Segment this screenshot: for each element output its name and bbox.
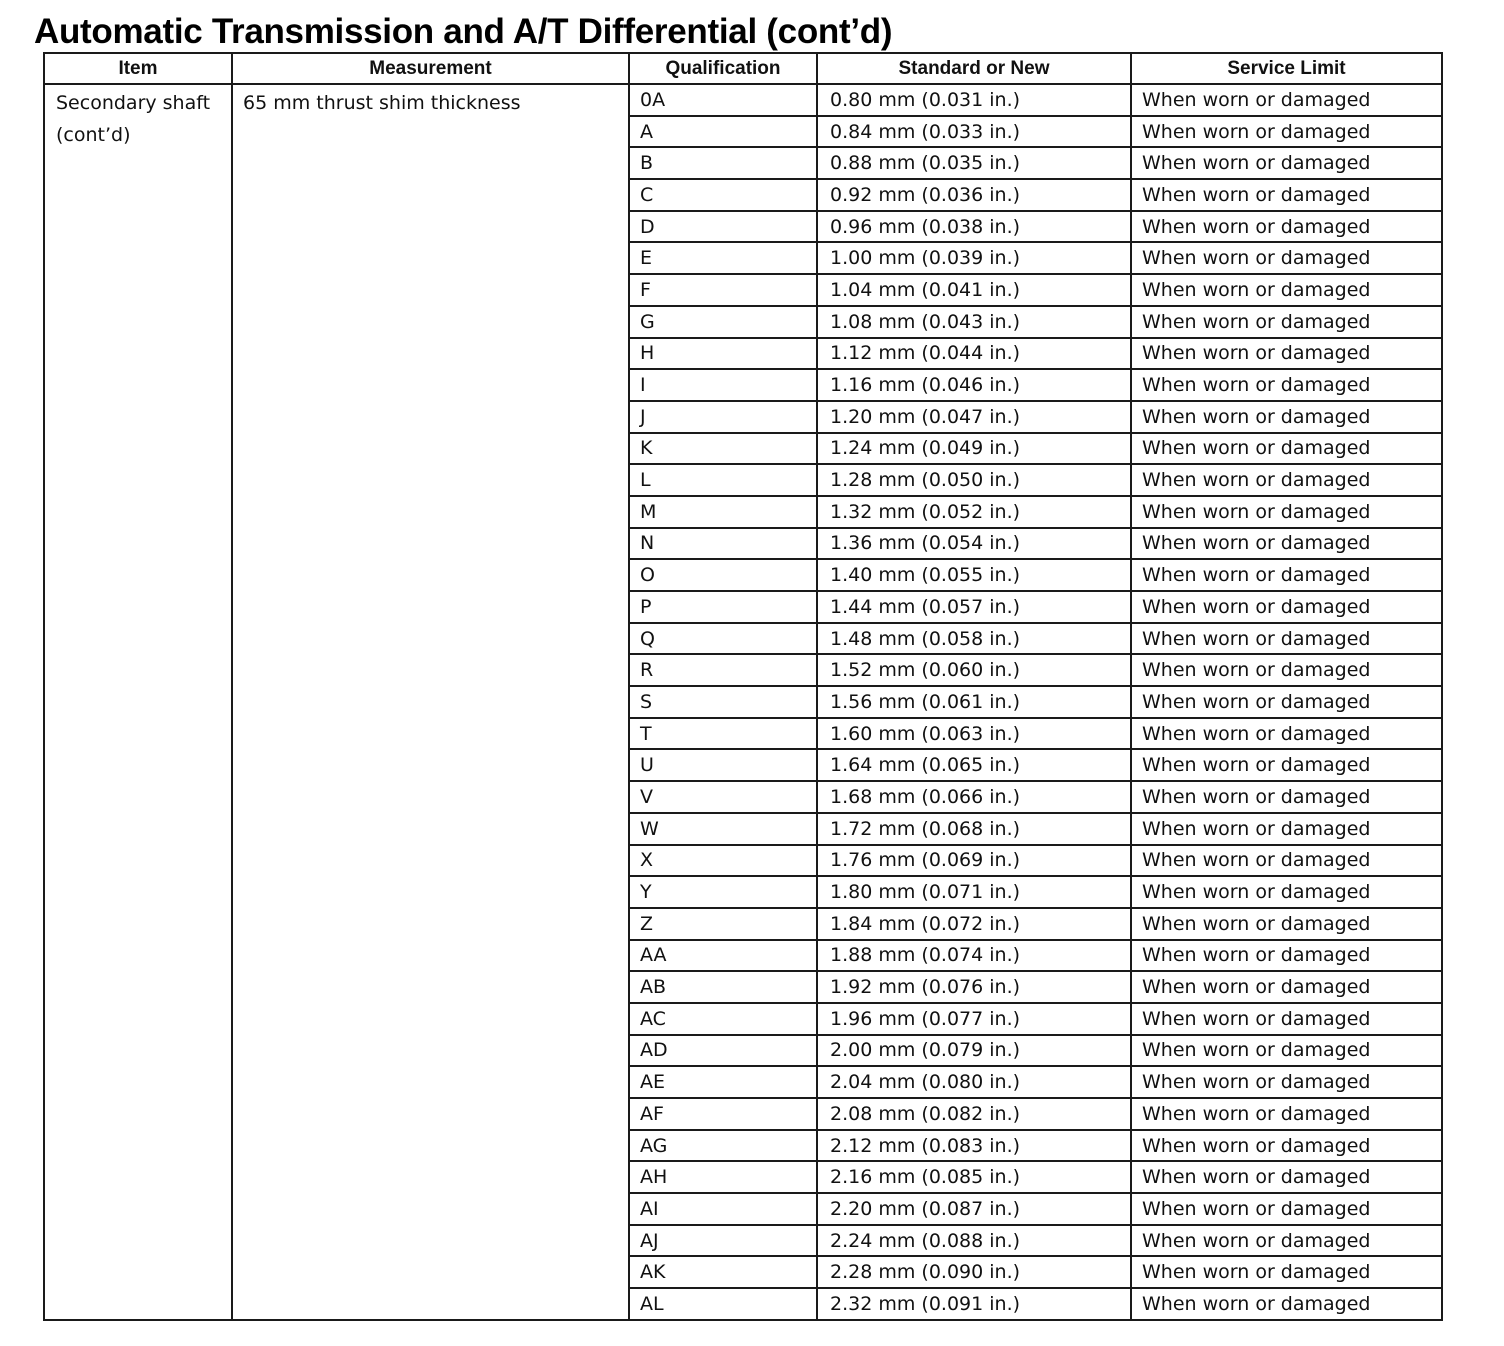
standard-cell: 1.40 mm (0.055 in.) (817, 559, 1131, 591)
qualification-cell: J (629, 401, 817, 433)
standard-cell: 2.32 mm (0.091 in.) (817, 1288, 1131, 1320)
table-header-row (44, 53, 1442, 84)
qualification-cell: H (629, 338, 817, 370)
item-line: Secondary shaft (56, 92, 211, 114)
header-measurement: Measurement (232, 53, 629, 84)
header-qualification: Qualification (629, 53, 817, 84)
qualification-cell: R (629, 654, 817, 686)
service-limit-cell: When worn or damaged (1131, 1256, 1442, 1288)
standard-cell: 1.16 mm (0.046 in.) (817, 369, 1131, 401)
standard-cell: 0.96 mm (0.038 in.) (817, 211, 1131, 243)
measurement-cell: 65 mm thrust shim thickness (232, 84, 629, 1320)
standard-cell: 1.72 mm (0.068 in.) (817, 813, 1131, 845)
standard-cell: 1.32 mm (0.052 in.) (817, 496, 1131, 528)
service-limit-cell: When worn or damaged (1131, 1161, 1442, 1193)
standard-cell: 2.16 mm (0.085 in.) (817, 1161, 1131, 1193)
standard-cell: 1.28 mm (0.050 in.) (817, 464, 1131, 496)
standard-cell: 1.76 mm (0.069 in.) (817, 845, 1131, 877)
qualification-cell: P (629, 591, 817, 623)
service-limit-cell: When worn or damaged (1131, 623, 1442, 655)
standard-cell: 0.88 mm (0.035 in.) (817, 147, 1131, 179)
header-item: Item (44, 53, 232, 84)
service-limit-cell: When worn or damaged (1131, 940, 1442, 972)
qualification-cell: V (629, 781, 817, 813)
qualification-cell: N (629, 528, 817, 560)
service-limit-cell: When worn or damaged (1131, 1130, 1442, 1162)
service-limit-cell: When worn or damaged (1131, 971, 1442, 1003)
service-limit-cell: When worn or damaged (1131, 749, 1442, 781)
standard-cell: 1.52 mm (0.060 in.) (817, 654, 1131, 686)
qualification-cell: AD (629, 1035, 817, 1067)
spec-table (43, 52, 1443, 1321)
qualification-cell: AH (629, 1161, 817, 1193)
standard-cell: 1.36 mm (0.054 in.) (817, 528, 1131, 560)
qualification-cell: S (629, 686, 817, 718)
standard-cell: 1.80 mm (0.071 in.) (817, 876, 1131, 908)
service-limit-cell: When worn or damaged (1131, 306, 1442, 338)
standard-cell: 1.84 mm (0.072 in.) (817, 908, 1131, 940)
standard-cell: 1.60 mm (0.063 in.) (817, 718, 1131, 750)
service-limit-cell: When worn or damaged (1131, 718, 1442, 750)
qualification-cell: AL (629, 1288, 817, 1320)
standard-cell: 1.96 mm (0.077 in.) (817, 1003, 1131, 1035)
service-limit-cell: When worn or damaged (1131, 433, 1442, 465)
qualification-cell: AG (629, 1130, 817, 1162)
qualification-cell: Y (629, 876, 817, 908)
qualification-cell: AI (629, 1193, 817, 1225)
service-limit-cell: When worn or damaged (1131, 908, 1442, 940)
qualification-cell: AC (629, 1003, 817, 1035)
qualification-cell: C (629, 179, 817, 211)
qualification-cell: 0A (629, 84, 817, 116)
service-limit-cell: When worn or damaged (1131, 1035, 1442, 1067)
qualification-cell: I (629, 369, 817, 401)
standard-cell: 2.04 mm (0.080 in.) (817, 1066, 1131, 1098)
standard-cell: 2.20 mm (0.087 in.) (817, 1193, 1131, 1225)
service-limit-cell: When worn or damaged (1131, 528, 1442, 560)
qualification-cell: A (629, 116, 817, 148)
standard-cell: 1.48 mm (0.058 in.) (817, 623, 1131, 655)
qualification-cell: F (629, 274, 817, 306)
qualification-cell: AA (629, 940, 817, 972)
standard-cell: 0.92 mm (0.036 in.) (817, 179, 1131, 211)
qualification-cell: O (629, 559, 817, 591)
standard-cell: 1.44 mm (0.057 in.) (817, 591, 1131, 623)
table-row (44, 84, 1442, 116)
item-line: (cont’d) (56, 124, 131, 146)
spec-table-body (44, 84, 1442, 1320)
qualification-cell: AE (629, 1066, 817, 1098)
qualification-cell: W (629, 813, 817, 845)
service-limit-cell: When worn or damaged (1131, 401, 1442, 433)
qualification-cell: AJ (629, 1225, 817, 1257)
qualification-cell: D (629, 211, 817, 243)
qualification-cell: K (629, 433, 817, 465)
qualification-cell: AB (629, 971, 817, 1003)
service-limit-cell: When worn or damaged (1131, 338, 1442, 370)
standard-cell: 1.04 mm (0.041 in.) (817, 274, 1131, 306)
service-limit-cell: When worn or damaged (1131, 211, 1442, 243)
header-service-limit: Service Limit (1131, 53, 1442, 84)
standard-cell: 0.84 mm (0.033 in.) (817, 116, 1131, 148)
qualification-cell: AK (629, 1256, 817, 1288)
service-limit-cell: When worn or damaged (1131, 496, 1442, 528)
item-cell (44, 84, 232, 1320)
standard-cell: 1.00 mm (0.039 in.) (817, 242, 1131, 274)
qualification-cell: T (629, 718, 817, 750)
standard-cell: 1.12 mm (0.044 in.) (817, 338, 1131, 370)
service-limit-cell: When worn or damaged (1131, 559, 1442, 591)
service-limit-cell: When worn or damaged (1131, 1098, 1442, 1130)
qualification-cell: G (629, 306, 817, 338)
service-limit-cell: When worn or damaged (1131, 274, 1442, 306)
qualification-cell: E (629, 242, 817, 274)
service-limit-cell: When worn or damaged (1131, 781, 1442, 813)
service-limit-cell: When worn or damaged (1131, 116, 1442, 148)
service-limit-cell: When worn or damaged (1131, 1003, 1442, 1035)
service-limit-cell: When worn or damaged (1131, 654, 1442, 686)
standard-cell: 2.28 mm (0.090 in.) (817, 1256, 1131, 1288)
page-title: Automatic Transmission and A/T Differential (cont’d) (34, 12, 893, 51)
qualification-cell: X (629, 845, 817, 877)
standard-cell: 1.56 mm (0.061 in.) (817, 686, 1131, 718)
qualification-cell: M (629, 496, 817, 528)
service-limit-cell: When worn or damaged (1131, 147, 1442, 179)
qualification-cell: Q (629, 623, 817, 655)
standard-cell: 2.08 mm (0.082 in.) (817, 1098, 1131, 1130)
header-standard: Standard or New (817, 53, 1131, 84)
standard-cell: 1.20 mm (0.047 in.) (817, 401, 1131, 433)
service-limit-cell: When worn or damaged (1131, 369, 1442, 401)
standard-cell: 1.92 mm (0.076 in.) (817, 971, 1131, 1003)
standard-cell: 2.12 mm (0.083 in.) (817, 1130, 1131, 1162)
service-limit-cell: When worn or damaged (1131, 1225, 1442, 1257)
standard-cell: 0.80 mm (0.031 in.) (817, 84, 1131, 116)
standard-cell: 1.88 mm (0.074 in.) (817, 940, 1131, 972)
standard-cell: 1.08 mm (0.043 in.) (817, 306, 1131, 338)
qualification-cell: AF (629, 1098, 817, 1130)
service-limit-cell: When worn or damaged (1131, 686, 1442, 718)
service-limit-cell: When worn or damaged (1131, 242, 1442, 274)
service-limit-cell: When worn or damaged (1131, 591, 1442, 623)
standard-cell: 1.64 mm (0.065 in.) (817, 749, 1131, 781)
standard-cell: 1.24 mm (0.049 in.) (817, 433, 1131, 465)
service-limit-cell: When worn or damaged (1131, 84, 1442, 116)
service-limit-cell: When worn or damaged (1131, 845, 1442, 877)
service-limit-cell: When worn or damaged (1131, 813, 1442, 845)
standard-cell: 2.24 mm (0.088 in.) (817, 1225, 1131, 1257)
service-limit-cell: When worn or damaged (1131, 464, 1442, 496)
qualification-cell: U (629, 749, 817, 781)
standard-cell: 2.00 mm (0.079 in.) (817, 1035, 1131, 1067)
qualification-cell: B (629, 147, 817, 179)
standard-cell: 1.68 mm (0.066 in.) (817, 781, 1131, 813)
service-limit-cell: When worn or damaged (1131, 876, 1442, 908)
service-limit-cell: When worn or damaged (1131, 1288, 1442, 1320)
qualification-cell: Z (629, 908, 817, 940)
qualification-cell: L (629, 464, 817, 496)
service-limit-cell: When worn or damaged (1131, 179, 1442, 211)
service-limit-cell: When worn or damaged (1131, 1066, 1442, 1098)
service-limit-cell: When worn or damaged (1131, 1193, 1442, 1225)
